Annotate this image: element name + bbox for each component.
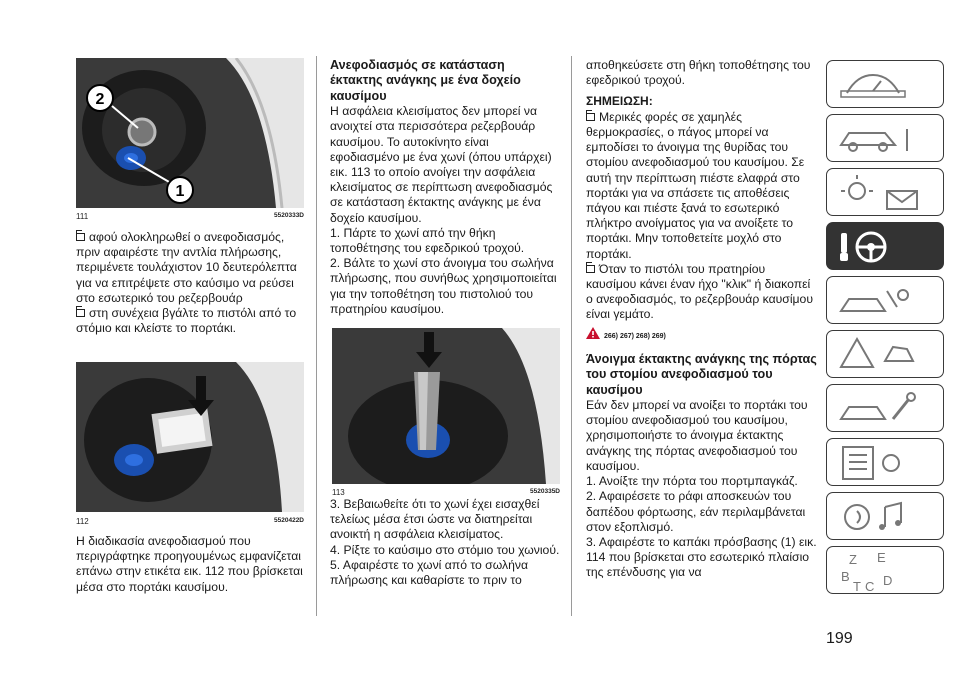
column-divider-1 (316, 56, 317, 616)
checkbox-bullet-icon (76, 309, 85, 317)
step: 2. Αφαιρέσετε το ράφι αποσκευών του δαπέδου φόρτωσης, εάν περιλαμβάνεται στον εξοπλισμό. (586, 489, 806, 534)
tab-driving[interactable] (826, 276, 944, 324)
tab-technical-data[interactable] (826, 438, 944, 486)
checkbox-bullet-icon (76, 233, 85, 241)
emergency-icon (827, 331, 945, 379)
col1-text-top (76, 230, 304, 336)
paragraph: Η ασφάλεια κλεισίματος δεν μπορεί να ανοιχτεί στα περισσότερα ρεζερβουάρ καυσίμου. Το αυτοκίνητο είναι εφοδιασμένο με ένα χωνί (όπου υπάρχει) εικ. 113 το οποίο ανοίγει την ασφάλεια κλεισίματος σε περίπτωση ανεφοδιασμός σε κατάσταση έκτακτης ανάγκης με ένα δοχείο καυσίμου. (330, 104, 553, 225)
car-controls-icon (827, 115, 945, 163)
index-letter: D (883, 573, 893, 588)
step: 1. Πάρτε το χωνί από την θήκη τοποθέτησης του εφεδρικού τροχού. (330, 225, 525, 256)
index-letter: B (841, 569, 850, 584)
index-icon (827, 547, 945, 595)
col1-text-bottom (76, 534, 304, 595)
maintenance-icon (827, 385, 945, 433)
driving-icon (827, 277, 945, 325)
figure-number: 112 (76, 517, 89, 526)
page-number: 199 (826, 630, 853, 647)
col2-text-bottom (330, 497, 560, 588)
step: 3. Αφαιρέστε το καπάκι πρόσβασης (1) εικ. 114 που βρίσκεται στο εσωτερικό πλαίσιο της επένδυσης για να (586, 534, 817, 580)
warning-lights-icon (827, 169, 945, 217)
step: 5. Αφαιρέστε το χωνί από το σωλήνα πλήρωσης και καθαρίστε το πριν το (330, 557, 529, 588)
col2-text-top (330, 58, 560, 317)
step: 2. Βάλτε το χωνί στο άνοιγμα του σωλήνα πλήρωσης, που συνήθως χρησιμοποιείται για την τοποθέτηση του πιστολιού του πρατηρίου καυσίμου. (330, 256, 557, 316)
callout-1: 1 (175, 183, 185, 200)
bullet-item: στη συνέχεια βγάλτε το πιστόλι από το στόμιο και κλείστε το πορτάκι. (76, 306, 297, 336)
tab-index[interactable] (826, 546, 944, 594)
tab-warning-lights[interactable] (826, 168, 944, 216)
col3-text (586, 58, 818, 581)
figure-code: 5520333D (274, 212, 304, 219)
section-heading: Ανεφοδιασμός σε κατάσταση έκτακτης ανάγκης με ένα δοχείο καυσίμου (330, 58, 521, 103)
index-letter: T (853, 579, 861, 594)
tab-car-controls[interactable] (826, 114, 944, 162)
bullet-item: Μερικές φορές σε χαμηλές θερμοκρασίες, ο πάγος μπορεί να εμποδίσει το άνοιγμα της θυρίδας του στομίου ανεφοδιασμού του καυσίμου. Σε αυτή την περίπτωση πιέστε ελαφρά στο πορτάκι για να σπάσετε τις αποθέσεις πάγου και πιέστε ξανά το εσωτερικό πλήκτρο ανοίγματος για να ανοίξετε το πορτάκι. Μην τοποθετείτε μοχλό στο πορτάκι. (586, 109, 805, 261)
index-letter: E (877, 550, 886, 565)
figure-111-photo (76, 58, 304, 208)
figure-111-caption (76, 212, 304, 224)
tab-safety[interactable] (826, 222, 944, 270)
multimedia-icon (827, 493, 945, 541)
tab-dashboard[interactable] (826, 60, 944, 108)
checkbox-bullet-icon (586, 265, 595, 273)
index-letter: C (865, 579, 875, 594)
bullet-item: αφού ολοκληρωθεί ο ανεφοδιασμός, πριν αφαιρέστε την αντλία πλήρωσης, περιμένετε τουλάχιστον 10 δευτερόλεπτα για να επιτρέψετε στο καύσιμο να ρεύσει στο εσωτερικό του ρεζερβουάρ (76, 230, 297, 305)
figure-113-photo (332, 328, 560, 484)
tab-multimedia[interactable] (826, 492, 944, 540)
warning-references: 266) 267) 268) 269) (586, 327, 818, 344)
dashboard-icon (827, 61, 945, 109)
paragraph: αποθηκεύσετε στη θήκη τοποθέτησης του εφεδρικού τροχού. (586, 58, 811, 88)
checkbox-bullet-icon (586, 113, 595, 121)
warning-triangle-icon (586, 327, 600, 339)
tab-maintenance[interactable] (826, 384, 944, 432)
figure-number: 111 (76, 212, 89, 221)
column-divider-2 (571, 56, 572, 616)
paragraph: Εάν δεν μπορεί να ανοίξει το πορτάκι του στομίου ανεφοδιασμού του καυσίμου, χρησιμοποιήστε το άνοιγμα έκτακτης ανάγκης της πόρτας ανεφοδιασμού του καυσίμου. (586, 398, 808, 473)
figure-code: 5520335D (530, 488, 560, 495)
technical-data-icon (827, 439, 945, 487)
figure-112-caption (76, 517, 304, 529)
figure-112-photo (76, 362, 304, 512)
step: 4. Ρίξτε το καύσιμο στο στόμιο του χωνιού. (330, 542, 560, 557)
callout-2: 2 (95, 91, 105, 108)
figure-number: 113 (332, 488, 345, 497)
section-heading: Άνοιγμα έκτακτης ανάγκης της πόρτας του στομίου ανεφοδιασμού του καυσίμου (586, 351, 817, 397)
paragraph: Η διαδικασία ανεφοδιασμού που περιγράφτηκε προηγουμένως εμφανίζεται επάνω στην ετικέτα εικ. 112 που βρίσκεται μέσα στο πορτάκι καυσίμου. (76, 534, 303, 594)
note-title: ΣΗΜΕΙΩΣΗ: (586, 94, 653, 109)
tab-emergency[interactable] (826, 330, 944, 378)
step: 3. Βεβαιωθείτε ότι το χωνί έχει εισαχθεί τελείως μέσα έτσι ώστε να διατηρείται ανοικτή η ασφάλεια κλεισίματος. (330, 497, 540, 542)
bullet-item: Όταν το πιστόλι του πρατηρίου καυσίμου κάνει έναν ήχο "κλικ" ή διακοπεί ο ανεφοδιασμός, το ρεζερβουάρ καυσίμου είναι γεμάτο. (586, 261, 814, 322)
step: 1. Ανοίξτε την πόρτα του πορτμπαγκάζ. (586, 474, 798, 489)
index-letter: Z (849, 552, 857, 567)
steering-safety-icon (827, 223, 945, 271)
figure-code: 5520422D (274, 517, 304, 524)
